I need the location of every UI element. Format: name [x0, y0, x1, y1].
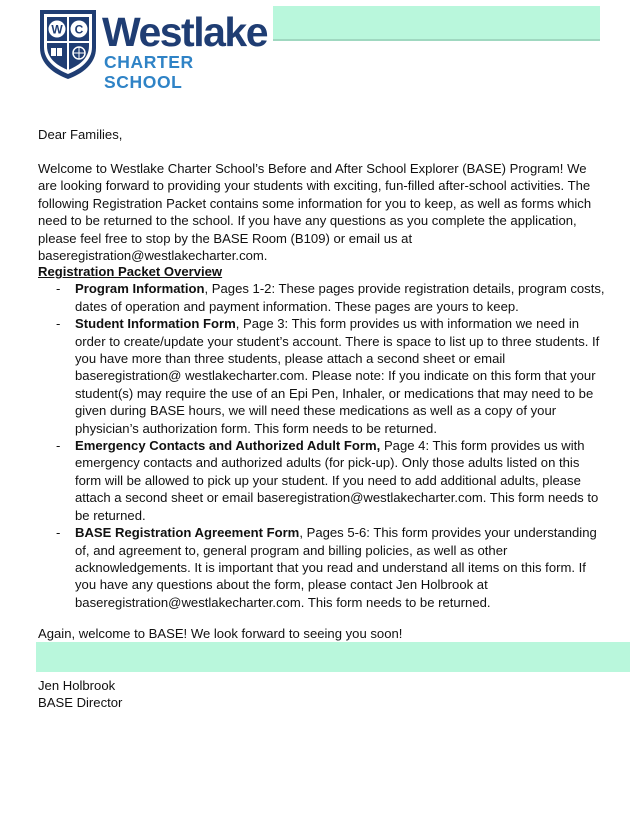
- signature-title: BASE Director: [38, 695, 123, 711]
- footer-accent-bar: [36, 642, 630, 672]
- item-title: Program Information: [75, 281, 205, 297]
- list-item: [38, 524, 608, 611]
- welcome-paragraph: Welcome to Westlake Charter School’s Before and After School Explorer (BASE) Program! We are looking forward to providing your students with exciting, fun-filled after-school activities. The following Registration Packet contains some information for you to keep, as well as forms which need to be returned to the school. If you have any questions as you complete the application, please feel free to stop by the BASE Room (B109) or email us at baseregistration@westlakecharter.com.: [38, 161, 592, 264]
- header-bar-underline: [273, 39, 600, 41]
- item-text: , Pages 5-6: This form provides your understanding of, and agreement to, general program and billing policies, as well as other acknowledgements. It is important that you read and understand all items on this form. If you have any questions about the form, please contact Jen Holbrook at baseregistration@westlakecharter.com. This form needs to be returned.: [75, 525, 597, 610]
- bullet-dash: -: [56, 525, 61, 541]
- item-title: Student Information Form: [75, 316, 236, 332]
- packet-overview: [38, 263, 608, 611]
- item-title: BASE Registration Agreement Form: [75, 525, 300, 541]
- bullet-dash: -: [56, 281, 61, 297]
- signature-block: [38, 677, 608, 712]
- item-title: Emergency Contacts and Authorized Adult Form,: [75, 438, 381, 454]
- header-accent-bar: [273, 6, 600, 41]
- overview-heading: Registration Packet Overview: [38, 264, 223, 279]
- item-text: , Page 3: This form provides us with information we need in order to create/update your student’s account. There is space to list up to three students. If you have more than three students, please attach a second sheet or email baseregistration@ westlakecharter.com. Please note: If you indicate on this form that your student(s) may require the use of an Epi Pen, Inhaler, or medications that may need to be given during BASE hours, we will need these medications as well as a copy of your physician’s authorization form. This form needs to be returned.: [75, 316, 600, 436]
- school-subtitle: CHARTER SCHOOL: [104, 52, 194, 92]
- bullet-dash: -: [56, 316, 61, 332]
- school-logo: [38, 8, 272, 92]
- signature-name: Jen Holbrook: [38, 678, 116, 693]
- salutation: Dear Families,: [38, 127, 123, 142]
- list-item: [38, 437, 608, 524]
- crest-letter-w: W: [51, 22, 63, 37]
- item-text: , Pages 1-2: These pages provide registration details, program costs, dates of operation and payment information. These pages are yours to keep.: [75, 281, 605, 314]
- bullet-dash: -: [56, 438, 61, 454]
- school-crest-icon: [38, 8, 98, 80]
- overview-list: [38, 280, 608, 611]
- list-item: [38, 315, 608, 437]
- crest-letter-c: C: [74, 22, 84, 37]
- item-text: Page 4: This form provides us with emergency contacts and authorized adults (for pick-up). Only those adults listed on this form will be allowed to pick up your student. If you need to add additional adults, please attach a second sheet or email baseregistration@westlakecharter.com. This form needs to be returned.: [75, 438, 599, 523]
- closing-line: Again, welcome to BASE! We look forward to seeing you soon!: [38, 626, 403, 641]
- list-item: [38, 280, 608, 315]
- school-name: Westlake: [102, 9, 268, 55]
